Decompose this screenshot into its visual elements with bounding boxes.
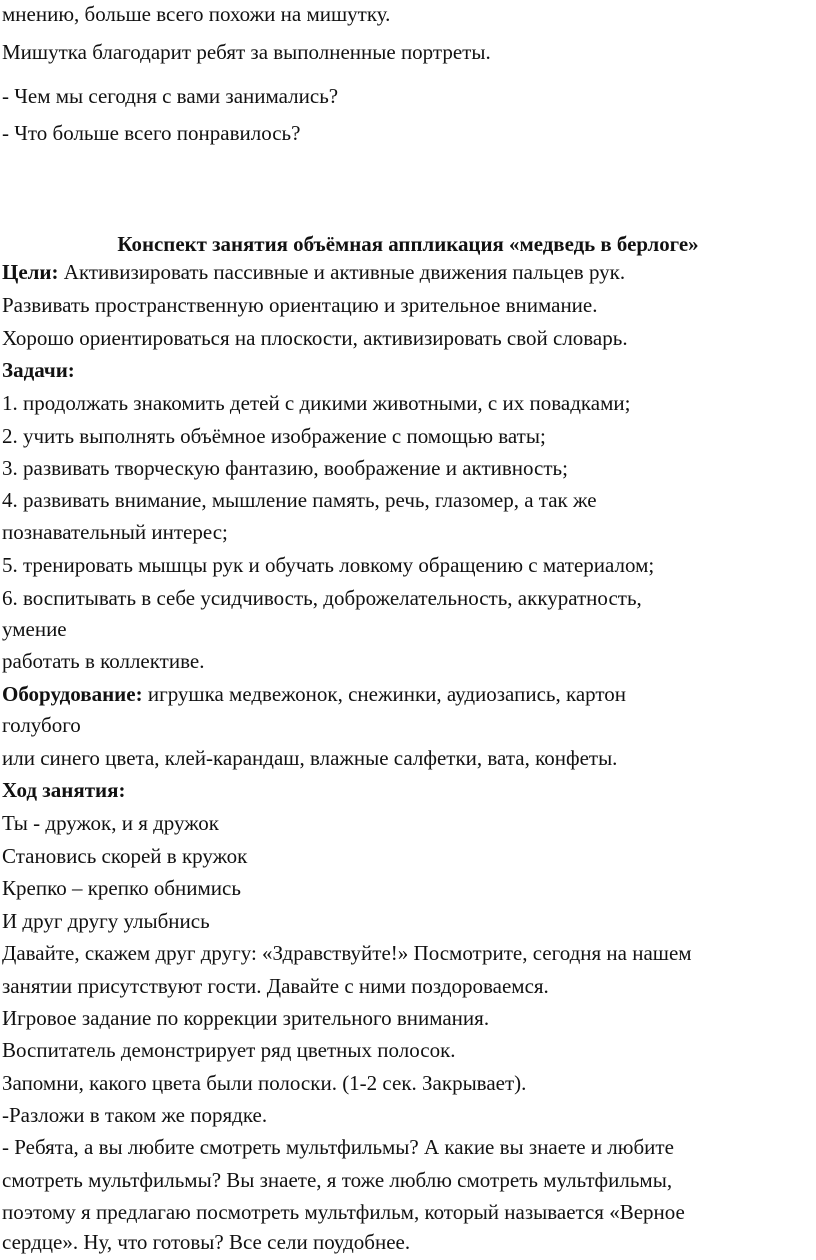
equipment-label: Оборудование: (2, 682, 143, 706)
task-item: работать в коллективе. (2, 649, 205, 673)
course-line: Воспитатель демонстрирует ряд цветных полосок. (2, 1038, 456, 1062)
task-item: 2. учить выполнять объёмное изображение с помощью ваты; (2, 424, 546, 448)
text-line: мнению, больше всего похожи на мишутку. (2, 2, 391, 26)
task-item: познавательный интерес; (2, 520, 228, 544)
text-line: - Что больше всего понравилось? (2, 121, 301, 145)
section-title: Конспект занятия объёмная аппликация «медведь в берлоге» (117, 232, 699, 256)
tasks-label: Задачи: (2, 358, 75, 382)
goals-text: Активизировать пассивные и активные движения пальцев рук. (58, 260, 626, 284)
course-line: смотреть мультфильмы? Вы знаете, я тоже люблю смотреть мультфильмы, (2, 1168, 673, 1192)
course-line: И друг другу улыбнись (2, 909, 210, 933)
text-line: - Чем мы сегодня с вами занимались? (2, 84, 339, 108)
goals-line (2, 256, 625, 288)
course-line: Запомни, какого цвета были полоски. (1-2 сек. Закрывает). (2, 1071, 527, 1095)
course-line: Ты - дружок, и я дружок (2, 811, 219, 835)
course-line: Становись скорей в кружок (2, 844, 248, 868)
text-line: или синего цвета, клей-карандаш, влажные салфетки, вата, конфеты. (2, 746, 618, 770)
equipment-text: игрушка медвежонок, снежинки, аудиозапись, картон (142, 682, 627, 706)
course-line: Давайте, скажем друг другу: «Здравствуйте!» Посмотрите, сегодня на нашем (2, 941, 692, 965)
course-line: сердце». Ну, что готовы? Все сели поудобнее. (2, 1230, 411, 1254)
task-item: 5. тренировать мышцы рук и обучать ловкому обращению с материалом; (2, 553, 655, 577)
course-label: Ход занятия: (2, 778, 126, 802)
course-line: занятии присутствуют гости. Давайте с ними поздороваемся. (2, 974, 549, 998)
course-line: Крепко – крепко обнимись (2, 876, 241, 900)
text-line: Хорошо ориентироваться на плоскости, активизировать свой словарь. (2, 326, 628, 350)
task-item: 6. воспитывать в себе усидчивость, доброжелательность, аккуратность, (2, 586, 642, 610)
task-item: 1. продолжать знакомить детей с дикими животными, с их повадками; (2, 391, 631, 415)
task-item: умение (2, 617, 67, 641)
text-line: Развивать пространственную ориентацию и зрительное внимание. (2, 293, 598, 317)
task-item: 3. развивать творческую фантазию, воображение и активность; (2, 456, 568, 480)
text-line: Мишутка благодарит ребят за выполненные портреты. (2, 40, 491, 64)
equipment-line (2, 678, 626, 710)
text-line: голубого (2, 713, 81, 737)
course-line: Игровое задание по коррекции зрительного внимания. (2, 1006, 490, 1030)
course-line: - Ребята, а вы любите смотреть мультфильмы? А какие вы знаете и любите (2, 1135, 674, 1159)
course-line: поэтому я предлагаю посмотреть мультфильм, который называется «Верное (2, 1200, 685, 1224)
goals-label: Цели: (2, 260, 59, 284)
course-line: -Разложи в таком же порядке. (2, 1103, 268, 1127)
task-item: 4. развивать внимание, мышление память, речь, глазомер, а так же (2, 488, 597, 512)
